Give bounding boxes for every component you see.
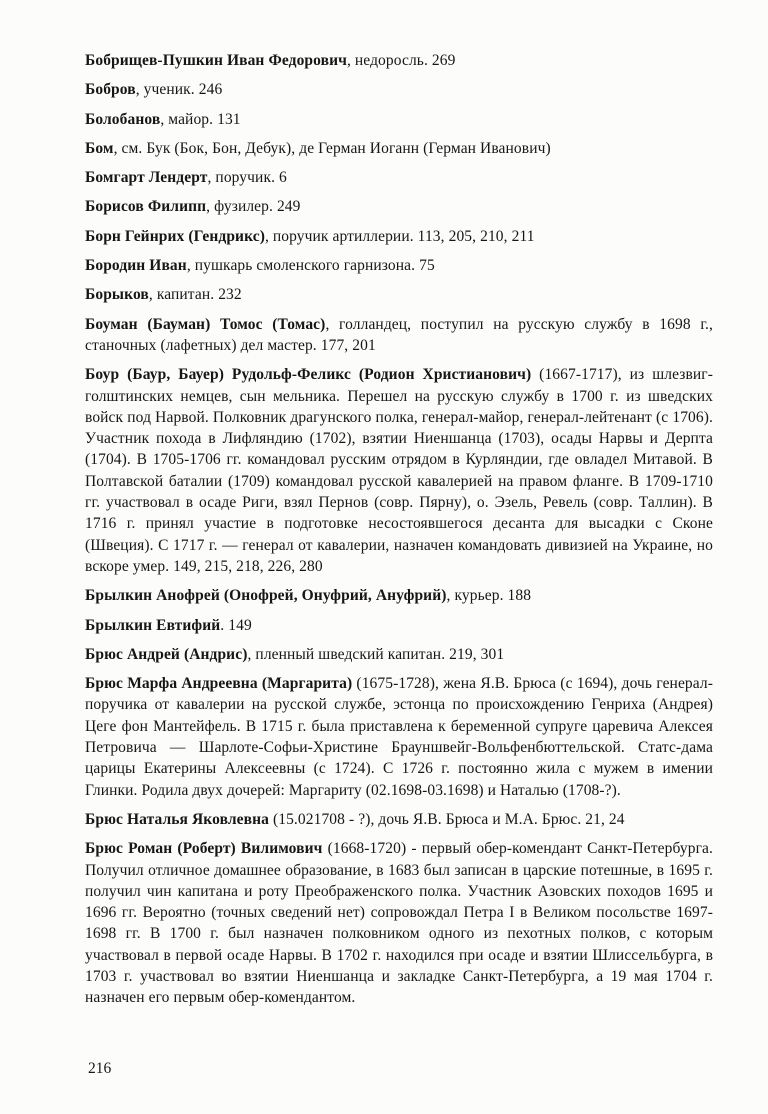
entry-description: , курьер. 188 bbox=[446, 587, 532, 605]
index-entry bbox=[85, 196, 713, 217]
index-entry bbox=[85, 673, 713, 801]
entry-description: , майор. 131 bbox=[160, 110, 241, 128]
index-entry bbox=[85, 838, 713, 1008]
entry-description: , голландец, поступил на русскую службу в 1698 г., станочных (лафетных) дел мастер. 177, 201 bbox=[85, 315, 714, 354]
index-entry bbox=[85, 226, 713, 247]
entry-description: . 149 bbox=[220, 616, 252, 634]
entry-description: (1667-1717), из шлезвиг-голштинских немцев, сын мельника. Перешел на русскую службу в 1700 г. из шведских войск под Нарвой. Полковник драгунского полка, генерал-майор, генерал-лейтенант (с 1706). Участник похода в Лифляндию (1702), взятии Ниеншанца (1703), осады Нарвы и Дерпта (1704). В 1705-1706 гг. командовал русским отрядом в Курляндии, где овладел Митавой. В Полтавской баталии (1709) командовал русской кавалерией на правом фланге. В 1709-1710 гг. участвовал в осаде Риги, взял Пернов (совр. Пярну), о. Эзель, Ревель (совр. Таллин). В 1716 г. принял участие в подготовке несостоявшегося десанта для высадки с Сконе (Швеция). С 1717 г. — генерал от кавалерии, назначен командовать дивизией на Украине, но вскоре умер. 149, 215, 218, 226, 280 bbox=[85, 366, 714, 575]
entry-headword: Брылкин Евтифий bbox=[85, 616, 221, 634]
index-entry bbox=[85, 109, 713, 130]
entry-headword: Борисов Филипп bbox=[85, 198, 207, 216]
entry-description: (1668-1720) - первый обер-комендант Санкт-Петербурга. Получил отличное домашнее образование, в 1683 был записан в царские потешные, в 1695 г. получил чин капитана и роту Преображенского полка. Участник Азовских походов 1695 и 1696 гг. Вероятно (точных сведений нет) сопровождал Петра I в Великом посольстве 1697-1698 гг. В 1700 г. был назначен полковником одного из пехотных полков, с которым участвовал в первой осаде Нарвы. В 1702 г. находился при осаде и взятии Шлиссельбурга, в 1703 г. участвовал во взятии Ниеншанца и закладке Санкт-Петербурга, а 19 мая 1704 г. назначен его первым обер-комендантом. bbox=[85, 840, 713, 1007]
index-entry bbox=[85, 809, 713, 830]
page-number: 216 bbox=[88, 1060, 112, 1077]
entry-headword: Брюс Роман (Роберт) Вилимович bbox=[85, 840, 323, 858]
index-entry bbox=[85, 314, 713, 357]
index-entry bbox=[85, 138, 713, 159]
entry-headword: Брюс Марфа Андреевна (Маргарита) bbox=[85, 675, 353, 693]
entry-description: , ученик. 246 bbox=[135, 81, 223, 99]
index-entry bbox=[85, 644, 713, 665]
index-text-block bbox=[85, 50, 713, 1017]
entry-headword: Борн Гейнрих (Гендрикс) bbox=[85, 227, 265, 245]
entry-description: , капитан. 232 bbox=[148, 286, 242, 304]
entry-description: , недоросль. 269 bbox=[346, 52, 456, 69]
entry-headword: Брюс Андрей (Андрис) bbox=[85, 645, 248, 663]
entry-headword: Болобанов bbox=[85, 110, 161, 128]
entry-description: , пушкарь смоленского гарнизона. 75 bbox=[186, 257, 435, 275]
index-entry bbox=[85, 167, 713, 188]
index-entry bbox=[85, 79, 713, 100]
entry-headword: Брылкин Анофрей (Онофрей, Онуфрий, Ануфрий) bbox=[85, 587, 447, 605]
entry-description: , поручик артиллерии. 113, 205, 210, 211 bbox=[264, 227, 535, 245]
entry-description: , пленный шведский капитан. 219, 301 bbox=[247, 645, 505, 663]
entry-description: , см. Бук (Бок, Бон, Дебук), де Герман Иоганн (Герман Иванович) bbox=[113, 139, 551, 157]
entry-headword: Бобрищев-Пушкин Иван Федорович bbox=[85, 52, 347, 69]
entry-headword: Боуман (Бауман) Томос (Томас) bbox=[85, 315, 326, 333]
entry-headword: Борыков bbox=[85, 286, 149, 304]
entry-headword: Бородин Иван bbox=[85, 257, 187, 275]
entry-headword: Бомгарт Лендерт bbox=[85, 169, 208, 187]
entry-headword: Брюс Наталья Яковлевна bbox=[85, 810, 269, 828]
entry-description: (15.021708 - ?), дочь Я.В. Брюса и М.А. Брюс. 21, 24 bbox=[269, 810, 625, 828]
index-entry bbox=[85, 284, 713, 305]
entry-headword: Боур (Баур, Бауер) Рудольф-Феликс (Родион Христианович) bbox=[85, 366, 532, 384]
index-entry bbox=[85, 255, 713, 276]
entry-description: , фузилер. 249 bbox=[206, 198, 301, 216]
index-entry bbox=[85, 615, 713, 636]
entry-headword: Бом bbox=[85, 139, 114, 157]
index-entry bbox=[85, 364, 713, 577]
entry-description: (1675-1728), жена Я.В. Брюса (с 1694), дочь генерал-поручика от кавалерии на русской службе, эстонца по происхождению Генриха (Андрея) Цеге фон Мантейфель. В 1715 г. была приставлена к беременной супруге царевича Алексея Петровича — Шарлоте-Софьи-Христине Брауншвейг-Вольфенбюттельской. Статс-дама царицы Екатерины Алексеевны (с 1724). С 1726 г. постоянно жила с мужем в имении Глинки. Родила двух дочерей: Маргариту (02.1698-03.1698) и Наталью (1708-?). bbox=[85, 675, 713, 799]
index-entry bbox=[85, 50, 713, 71]
entry-description: , поручик. 6 bbox=[207, 169, 287, 187]
index-entry bbox=[85, 585, 713, 606]
entry-headword: Бобров bbox=[85, 81, 136, 99]
